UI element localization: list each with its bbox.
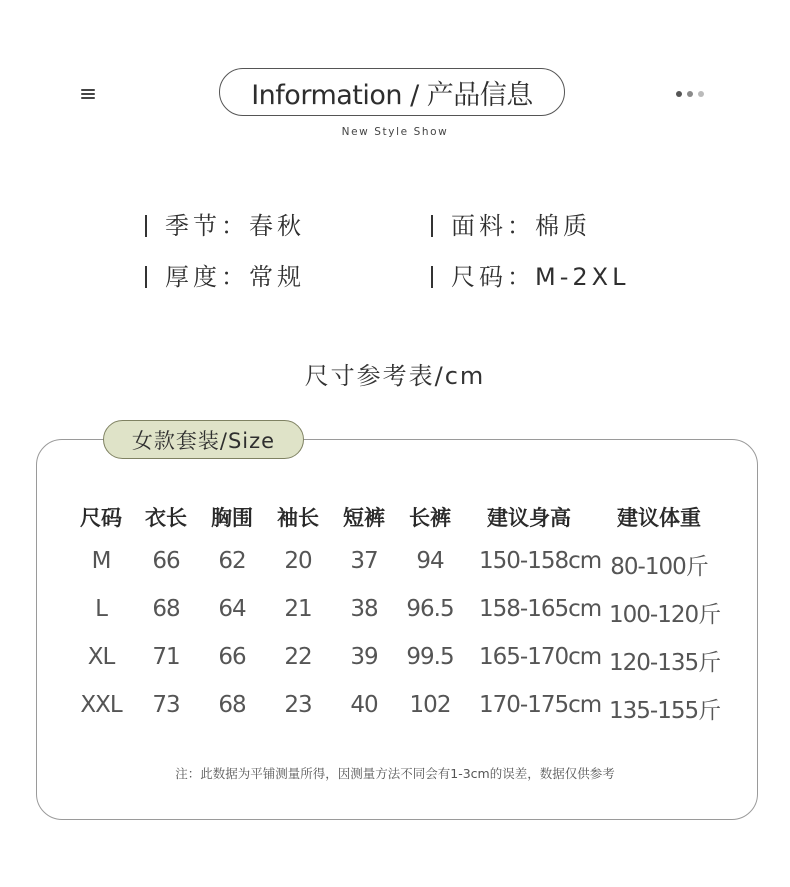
page-title: Information / 产品信息 [219,68,565,116]
table-cell: 135-155斤 [609,698,721,724]
divider-bar [431,215,433,237]
table-cell: 71 [152,644,180,670]
dot-1 [676,91,682,97]
more-dots-icon[interactable] [676,91,716,99]
table-cell: 120-135斤 [609,650,721,676]
spec-season [145,206,305,241]
table-cell: 100-120斤 [609,602,721,628]
table-header-cell: 建议身高 [487,506,571,530]
table-cell: 102 [409,692,451,718]
table-cell: 80-100斤 [610,554,708,580]
table-cell: 22 [284,644,312,670]
table-header-cell: 袖长 [277,506,319,530]
table-cell: 62 [218,548,246,574]
table-cell: 64 [218,596,246,622]
table-cell: 170-175cm [479,692,602,718]
table-header-cell: 建议体重 [617,506,701,530]
table-cell: 150-158cm [479,548,602,574]
table-cell: 38 [350,596,378,622]
size-tag: 女款套装/Size [103,420,304,459]
divider-bar [145,215,147,237]
menu-icon[interactable] [81,89,95,100]
table-cell: 96.5 [406,596,454,622]
table-cell: 39 [350,644,378,670]
size-table-card [36,439,758,820]
table-cell: 73 [152,692,180,718]
spec-size-range-text: 尺码：M-2XL [451,263,630,291]
table-cell: XXL [80,692,122,718]
table-cell: 68 [218,692,246,718]
table-cell: 23 [284,692,312,718]
table-cell: XL [87,644,115,670]
spec-fabric-text: 面料：棉质 [451,212,591,240]
size-table-title: 尺寸参考表/cm [304,362,486,390]
table-header-cell: 短裤 [343,506,385,530]
divider-bar [145,266,147,288]
divider-bar [431,266,433,288]
table-cell: 94 [416,548,444,574]
dot-3 [698,91,704,97]
spec-season-text: 季节：春秋 [165,212,305,240]
table-cell: 66 [152,548,180,574]
page-subtitle: New Style Show [341,126,449,138]
table-header-cell: 长裤 [409,506,451,530]
table-cell: 165-170cm [479,644,602,670]
table-cell: 158-165cm [479,596,602,622]
table-cell: 40 [350,692,378,718]
table-header-cell: 尺码 [80,506,122,530]
table-cell: 68 [152,596,180,622]
table-cell: 37 [350,548,378,574]
spec-thickness [145,257,305,292]
spec-thickness-text: 厚度：常规 [165,263,305,291]
table-cell: 21 [284,596,312,622]
measurement-note: 注：此数据为平铺测量所得，因测量方法不同会有1-3cm的误差，数据仅供参考 [175,766,615,781]
table-header-cell: 衣长 [145,506,187,530]
table-cell: 99.5 [406,644,454,670]
table-cell: 20 [284,548,312,574]
table-cell: L [95,596,107,622]
table-cell: 66 [218,644,246,670]
spec-size-range [431,257,629,292]
table-cell: M [91,548,111,574]
table-header-cell: 胸围 [211,506,253,530]
dot-2 [687,91,693,97]
spec-fabric [431,206,591,241]
